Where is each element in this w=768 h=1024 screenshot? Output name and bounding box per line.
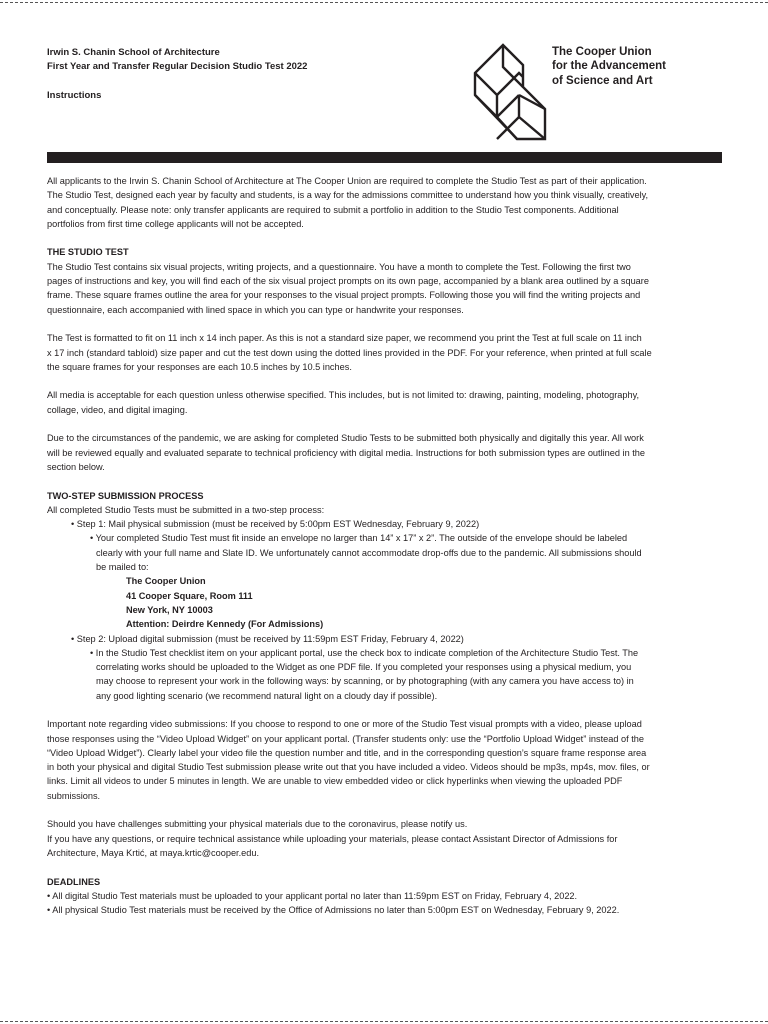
institution-line-1: The Cooper Union <box>552 46 652 58</box>
submission-intro: All completed Studio Tests must be submitted in a two-step process: <box>47 504 325 515</box>
document-header <box>47 46 307 103</box>
pandemic-line: section below. <box>47 461 105 472</box>
video-note-line: submissions. <box>47 790 101 801</box>
studio-test-line: The Studio Test contains six visual projects, writing projects, and a questionnaire. You have a month to complete the Test. Following the first two <box>47 261 631 272</box>
media-line: All media is acceptable for each question unless otherwise specified. This includes, but is not limited to: drawing, painting, modeling, photography, <box>47 390 640 401</box>
step-1-detail: be mailed to: <box>96 562 149 573</box>
bottom-cut-line <box>0 1021 768 1022</box>
mailing-address-line: New York, NY 10003 <box>126 604 213 615</box>
instructions-body <box>47 174 727 917</box>
video-note-line: links. Limit all videos to under 5 minutes in length. We are unable to view embedded video or click hyperlinks when viewing the uploaded PDF <box>47 776 623 787</box>
pandemic-line: will be reviewed equally and evaluated separate to technical proficiency with digital media. Instructions for both submission types are outlined in the <box>47 447 646 458</box>
step-1-detail: • Your completed Studio Test must fit inside an envelope no larger than 14” x 17” x 2”. The outside of the envelope should be labeled <box>90 533 628 544</box>
intro-line: All applicants to the Irwin S. Chanin School of Architecture at The Cooper Union are required to complete the Studio Test as part of their application. <box>47 176 647 186</box>
media-line: collage, video, and digital imaging. <box>47 404 188 415</box>
mailing-address-line: Attention: Deirdre Kennedy (For Admissions) <box>126 619 324 630</box>
step-2: • Step 2: Upload digital submission (must be received by 11:59pm EST Friday, February 4, 2022) <box>71 633 464 644</box>
contact-line: Should you have challenges submitting your physical materials due to the coronavirus, please notify us. <box>47 819 468 830</box>
studio-test-line: questionnaire, each accompanied with lined space in which you can type or handwrite your responses. <box>47 304 464 315</box>
institution-line-2: for the Advancement <box>552 60 666 73</box>
video-note-line: “Video Upload Widget”). Clearly label your video file the question number and title, and in the corresponding question’s square frame response area <box>47 747 647 758</box>
studio-test-line: pages of instructions and key, you will find each of the six visual project prompts on its own page, accompanied by a blank area outlined by a square <box>47 276 649 287</box>
video-note-line: in both your physical and digital Studio Test submission please write out that you have included a video. Videos should be mp3s, mp4s, mov. files, or <box>47 762 650 773</box>
deadline-item: • All digital Studio Test materials must be uploaded to your applicant portal no later than 11:59pm EST on Friday, February 4, 2022. <box>47 890 578 901</box>
step-1-detail: clearly with your full name and Slate ID. We unfortunately cannot accommodate drop-offs due to the pandemic. All submissions should <box>96 547 642 558</box>
contact-line: If you have any questions, or require technical assistance while uploading your materials, please contact Assistant Director of Admissions for <box>47 833 618 844</box>
step-2-detail: • In the Studio Test checklist item on your applicant portal, use the check box to indicate completion of the Architecture Studio Test. The <box>90 647 639 658</box>
studio-test-line: frame. These square frames outline the area for your responses to the visual project prompts. Following those you will find the writing projects and <box>47 290 641 301</box>
intro-line: portfolios from first time college applicants will not be accepted. <box>47 218 304 229</box>
section-label: Instructions <box>47 90 102 101</box>
format-line: The Test is formatted to fit on 11 inch x 14 inch paper. As this is not a standard size paper, we recommend you print the Test at full scale on 11 inch <box>47 333 642 344</box>
format-line: x 17 inch (standard tabloid) size paper and cut the test down using the dotted lines provided in the PDF. For your reference, when printed at full scale <box>47 347 652 358</box>
format-line: the square frames for your responses are each 10.5 inches by 10.5 inches. <box>47 361 352 372</box>
top-cut-line <box>0 2 768 3</box>
deadlines-heading: DEADLINES <box>47 876 101 887</box>
studio-test-heading: THE STUDIO TEST <box>47 247 129 258</box>
video-note-line: those responses using the “Video Upload Widget” on your applicant portal. (Transfer students only: use the “Portfolio Upload Widget” instead of the <box>47 733 645 744</box>
school-name: Irwin S. Chanin School of Architecture <box>47 47 220 58</box>
institution-line-3: of Science and Art <box>552 74 653 87</box>
video-note-line: Important note regarding video submissions: If you choose to respond to one or more of the Studio Test visual prompts with a video, please upload <box>47 719 642 730</box>
deadline-item: • All physical Studio Test materials must be received by the Office of Admissions no later than 5:00pm EST on Wednesday, February 9, 2022. <box>47 905 620 916</box>
institution-name <box>552 45 666 88</box>
test-title: First Year and Transfer Regular Decision Studio Test 2022 <box>47 61 308 72</box>
header-divider-bar <box>47 152 722 163</box>
mailing-address-line: 41 Cooper Square, Room 111 <box>126 590 253 601</box>
intro-line: The Studio Test, designed each year by faculty and students, is a way for the admissions committee to understand how you think visually, creatively, <box>47 190 649 201</box>
contact-line: Architecture, Maya Krtić, at maya.krtic@cooper.edu. <box>47 847 260 858</box>
step-2-detail: correlating works should be uploaded to the Widget as one PDF file. If you completed your responses using a physical medium, you <box>96 662 632 673</box>
pandemic-line: Due to the circumstances of the pandemic, we are asking for completed Studio Tests to be submitted both physically and digitally this year. All work <box>47 433 644 444</box>
cooper-union-logo-icon <box>473 43 547 141</box>
submission-heading: TWO-STEP SUBMISSION PROCESS <box>47 490 204 501</box>
step-2-detail: any good lighting scenario (we recommend natural light on a cloudy day if possible). <box>96 690 438 701</box>
step-2-detail: may choose to represent your work in the following ways: by scanning, or by photographing (with any camera you have access to) in <box>96 676 634 687</box>
mailing-address-line: The Cooper Union <box>126 576 206 587</box>
intro-line: and conceptually. Please note: only transfer applicants are required to submit a portfolio in addition to the Studio Test components. Additional <box>47 204 619 215</box>
step-1: • Step 1: Mail physical submission (must be received by 5:00pm EST Wednesday, February 9, 2022) <box>71 519 480 530</box>
